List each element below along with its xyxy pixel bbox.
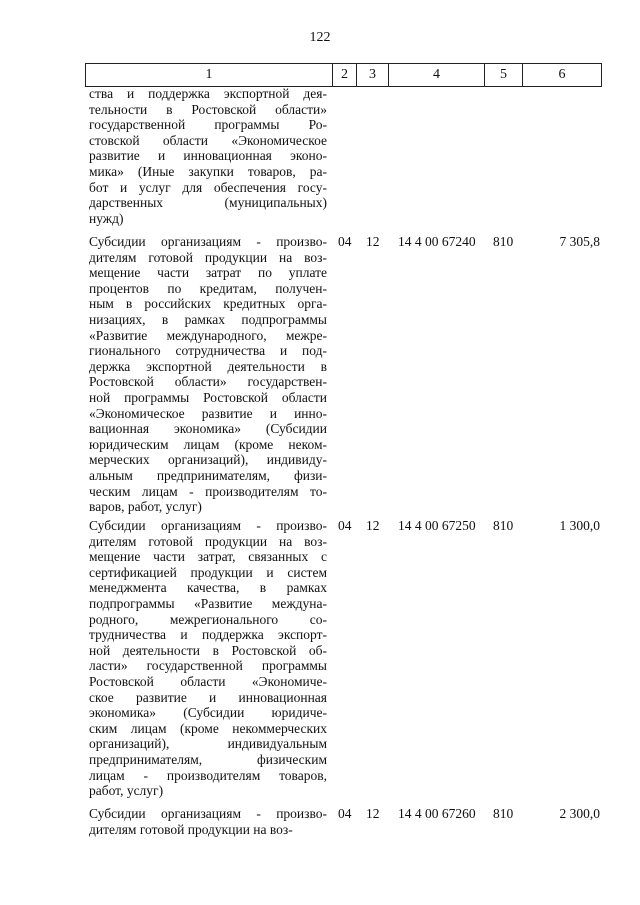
cell-c6: 1 300,0 — [559, 518, 600, 533]
header-col-2: 2 — [333, 64, 357, 87]
header-col-4: 4 — [389, 64, 485, 87]
description-line: низациях, в рамках подпрограммы — [89, 311, 327, 327]
description-line: процентов по кредитам, получен- — [89, 280, 327, 296]
description-line: альным предпринимателям, физи- — [89, 467, 327, 483]
description-line: Субсидии организациям - произво- — [89, 806, 327, 821]
description-line: экономика» (Субсидии юридиче- — [89, 705, 327, 721]
description-line: тельности в Ростовской области» — [89, 101, 327, 117]
description-line: ной программы Ростовской области — [89, 389, 327, 405]
description-line: дителям готовой продукции на воз- — [89, 533, 327, 549]
row-description — [89, 234, 327, 515]
description-line: стовской области «Экономическое — [89, 132, 327, 148]
description-line: трудничества и поддержка экспорт- — [89, 627, 327, 643]
description-line: ческим лицам - производителям то- — [89, 483, 327, 499]
row-description — [89, 518, 327, 799]
description-line: работ, услуг) — [89, 783, 164, 799]
cell-c3: 12 — [366, 234, 380, 249]
description-line: ласти» государственной программы — [89, 658, 327, 674]
description-line: нужд) — [89, 210, 124, 226]
description-line: вационная экономика» (Субсидии — [89, 421, 327, 437]
description-line: мерческих организаций), индивиду- — [89, 452, 327, 468]
cell-c3: 12 — [366, 518, 380, 533]
row-description — [89, 86, 327, 226]
description-line: дителям готовой продукции на воз- — [89, 821, 293, 837]
description-line: организаций), индивидуальным — [89, 736, 327, 752]
description-line: варов, работ, услуг) — [89, 499, 202, 515]
table-header — [85, 63, 602, 87]
cell-c4: 14 4 00 67250 — [398, 518, 476, 533]
cell-c4: 14 4 00 67240 — [398, 234, 476, 249]
description-line: Субсидии организациям - произво- — [89, 518, 327, 533]
description-line: менеджмента качества, в рамках — [89, 580, 327, 596]
cell-c6: 2 300,0 — [559, 806, 600, 821]
description-line: лицам - производителям товаров, — [89, 767, 327, 783]
description-line: бот и услуг для обеспечения госу- — [89, 179, 327, 195]
description-line: Субсидии организациям - произво- — [89, 234, 327, 249]
cell-c5: 810 — [493, 806, 514, 821]
cell-c2: 04 — [338, 234, 352, 249]
description-line: предпринимателям, физическим — [89, 751, 327, 767]
description-line: развитие и инновационная эконо- — [89, 148, 327, 164]
header-col-3: 3 — [357, 64, 389, 87]
page-number: 122 — [309, 30, 331, 45]
header-col-6: 6 — [523, 64, 602, 87]
cell-c5: 810 — [493, 234, 514, 249]
description-line: родного, межрегионального со- — [89, 611, 327, 627]
description-line: «Экономическое развитие и инно- — [89, 405, 327, 421]
description-line: ным в российских кредитных орга- — [89, 296, 327, 312]
description-line: ства и поддержка экспортной дея- — [89, 86, 327, 101]
description-line: Ростовской области «Экономиче- — [89, 673, 327, 689]
description-line: подпрограммы «Развитие междуна- — [89, 595, 327, 611]
description-line: дителям готовой продукции на воз- — [89, 249, 327, 265]
description-line: ским лицам (кроме некоммерческих — [89, 720, 327, 736]
description-line: юридическим лицам (кроме неком- — [89, 436, 327, 452]
description-line: ское развитие и инновационная — [89, 689, 327, 705]
header-col-1: 1 — [86, 64, 333, 87]
description-line: мещение части затрат по уплате — [89, 265, 327, 281]
description-line: держка экспортной деятельности в — [89, 358, 327, 374]
row-description — [89, 806, 327, 837]
cell-c5: 810 — [493, 518, 514, 533]
description-line: гионального сотрудничества и под- — [89, 343, 327, 359]
description-line: мика» (Иные закупки товаров, ра- — [89, 163, 327, 179]
cell-c3: 12 — [366, 806, 380, 821]
cell-c4: 14 4 00 67260 — [398, 806, 476, 821]
description-line: государственной программы Ро- — [89, 117, 327, 133]
description-line: мещение части затрат, связанных с — [89, 549, 327, 565]
cell-c2: 04 — [338, 806, 352, 821]
cell-c6: 7 305,8 — [559, 234, 600, 249]
description-line: дарственных (муниципальных) — [89, 195, 327, 211]
description-line: ной деятельности в Ростовской об- — [89, 642, 327, 658]
cell-c2: 04 — [338, 518, 352, 533]
header-col-5: 5 — [485, 64, 523, 87]
description-line: «Развитие международного, межре- — [89, 327, 327, 343]
description-line: сертификацией продукции и систем — [89, 564, 327, 580]
description-line: Ростовской области» государствен- — [89, 374, 327, 390]
